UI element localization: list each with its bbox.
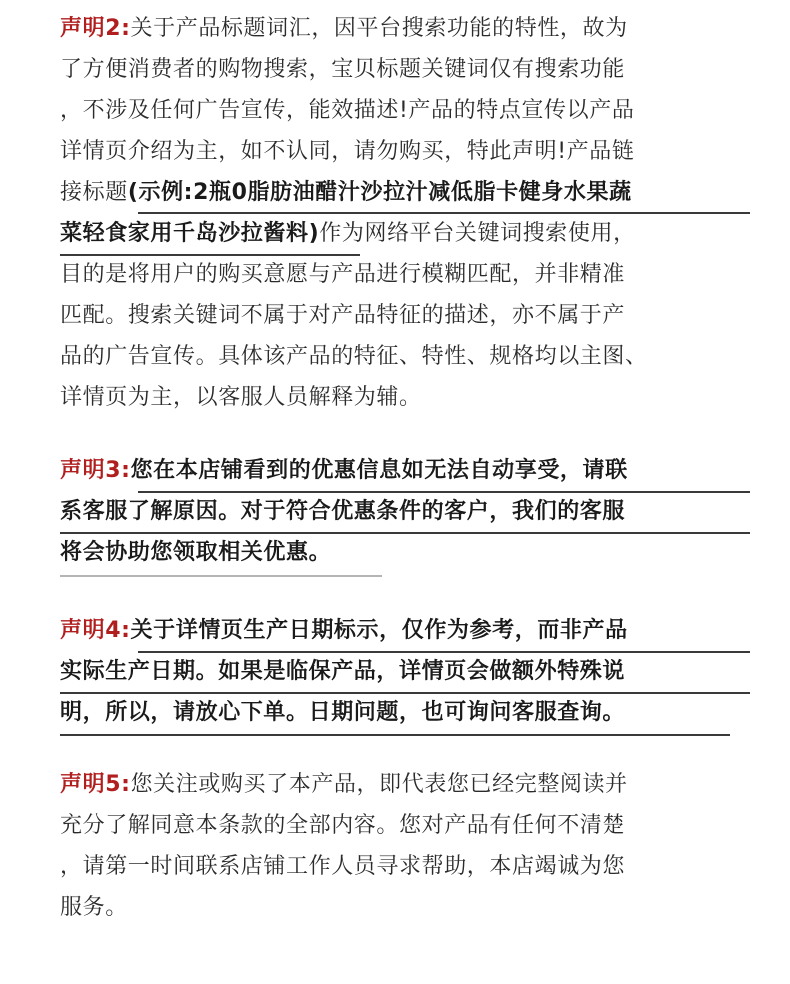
underline <box>138 212 750 214</box>
statement-5-line-1: 声明5:您关注或购买了本产品，即代表您已经完整阅读并 <box>60 772 628 797</box>
statement-2-line-8: 匹配。搜索关键词不属于对产品特征的描述，亦不属于产 <box>60 303 626 328</box>
example-title-part-1: (示例:2瓶0脂肪油醋汁沙拉汁减低脂卡健身水果蔬 <box>127 180 632 205</box>
statement-2-line-6: 菜轻食家用千岛沙拉酱料)作为网络平台关键词搜索使用， <box>60 221 636 246</box>
underline <box>60 254 360 256</box>
statement-2-line-2: 了方便消费者的购物搜索，宝贝标题关键词仅有搜索功能 <box>60 57 626 82</box>
statement-3-heading: 声明3: <box>60 458 131 483</box>
statement-2-line-7: 目的是将用户的购买意愿与产品进行模糊匹配，并非精准 <box>60 262 626 287</box>
statement-5-line-3: ，请第一时间联系店铺工作人员寻求帮助，本店竭诚为您 <box>60 854 626 879</box>
statement-3-line-2: 系客服了解原因。对于符合优惠条件的客户，我们的客服 <box>60 499 626 524</box>
underline <box>138 651 750 653</box>
statement-3-line-1: 声明3:您在本店铺看到的优惠信息如无法自动享受，请联 <box>60 458 628 483</box>
underline <box>60 532 750 534</box>
statement-2-line-3: ，不涉及任何广告宣传，能效描述!产品的特点宣传以产品 <box>60 98 635 123</box>
statement-5-line-2: 充分了解同意本条款的全部内容。您对产品有任何不清楚 <box>60 813 626 838</box>
statement-5-line-4: 服务。 <box>60 895 128 920</box>
statement-4-line-1: 声明4:关于详情页生产日期标示，仅作为参考，而非产品 <box>60 618 628 643</box>
statement-2-line-10: 详情页为主，以客服人员解释为辅。 <box>60 385 422 410</box>
example-title-part-2: 菜轻食家用千岛沙拉酱料) <box>60 221 320 246</box>
underline <box>60 575 382 577</box>
statement-2-line-4: 详情页介绍为主，如不认同，请勿购买，特此声明!产品链 <box>60 139 635 164</box>
statement-4-heading: 声明4: <box>60 618 131 643</box>
underline <box>60 692 750 694</box>
statement-2-line-5: 接标题(示例:2瓶0脂肪油醋汁沙拉汁减低脂卡健身水果蔬 <box>60 180 632 205</box>
statement-2-heading: 声明2: <box>60 16 131 41</box>
statement-2-line-9: 品的广告宣传。具体该产品的特征、特性、规格均以主图、 <box>60 344 648 369</box>
statement-4-line-3: 明，所以，请放心下单。日期问题，也可询问客服查询。 <box>60 700 626 725</box>
underline <box>60 734 730 736</box>
statement-3-line-3: 将会协助您领取相关优惠。 <box>60 540 332 565</box>
statement-4-line-2: 实际生产日期。如果是临保产品，详情页会做额外特殊说 <box>60 659 626 684</box>
underline <box>138 491 750 493</box>
statement-5-heading: 声明5: <box>60 772 131 797</box>
statement-2-line-1: 声明2:关于产品标题词汇，因平台搜索功能的特性，故为 <box>60 16 628 41</box>
